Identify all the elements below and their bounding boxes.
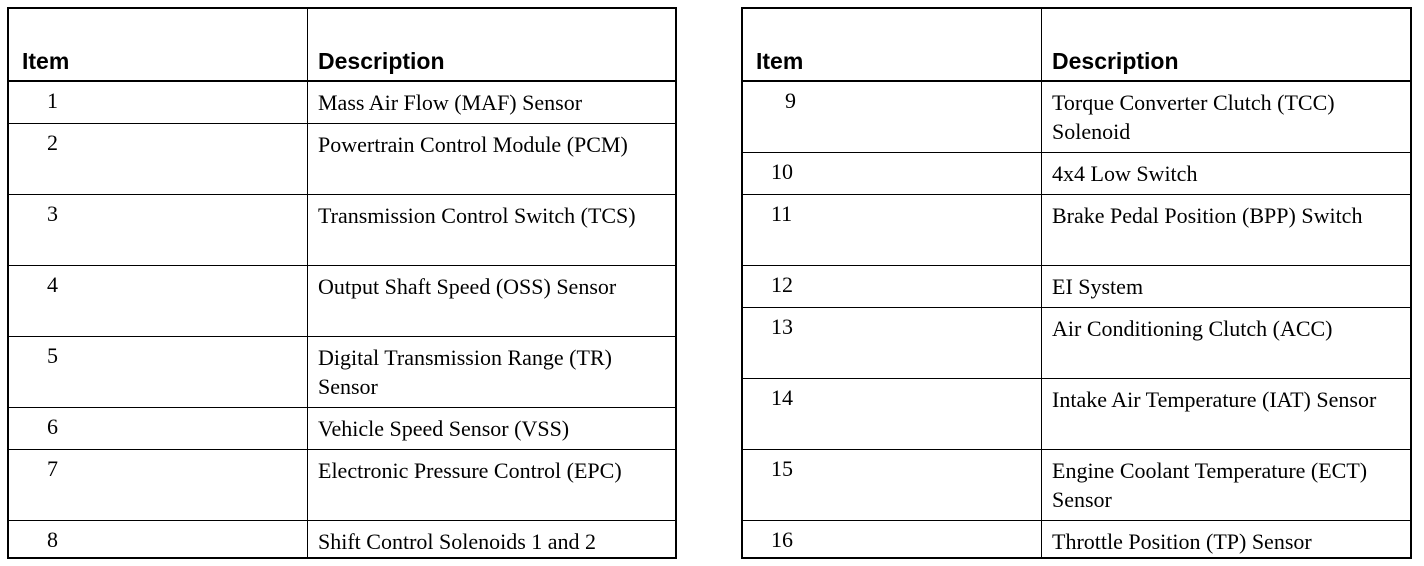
table-row xyxy=(9,521,675,557)
item-number: 12 xyxy=(771,272,793,297)
table-row xyxy=(9,337,675,408)
table-row xyxy=(743,153,1410,195)
item-description: Vehicle Speed Sensor (VSS) xyxy=(307,408,675,449)
table-row xyxy=(9,408,675,450)
table-row xyxy=(743,82,1410,153)
item-description: Powertrain Control Module (PCM) xyxy=(307,124,675,194)
item-number: 13 xyxy=(771,314,793,339)
table-row xyxy=(743,450,1410,521)
item-description: Mass Air Flow (MAF) Sensor xyxy=(307,82,675,123)
item-number: 1 xyxy=(47,88,58,113)
table-row xyxy=(9,450,675,521)
table-row xyxy=(743,521,1410,557)
right-parts-table xyxy=(741,7,1412,559)
item-description: Output Shaft Speed (OSS) Sensor xyxy=(307,266,675,336)
item-number: 7 xyxy=(47,456,58,481)
table-header-row xyxy=(9,9,675,82)
item-number: 11 xyxy=(771,201,793,226)
item-number: 15 xyxy=(771,456,793,481)
item-number: 2 xyxy=(47,130,58,155)
table-row xyxy=(743,195,1410,266)
item-description: Intake Air Temperature (IAT) Sensor xyxy=(1041,379,1410,449)
item-description: Brake Pedal Position (BPP) Switch xyxy=(1041,195,1410,265)
table-row xyxy=(9,195,675,266)
item-number: 6 xyxy=(47,414,58,439)
item-description: EI System xyxy=(1041,266,1410,307)
item-description: Torque Converter Clutch (TCC) Solenoid xyxy=(1041,82,1410,152)
item-number: 8 xyxy=(47,527,58,552)
item-number: 10 xyxy=(771,159,793,184)
table-row xyxy=(743,266,1410,308)
table-row xyxy=(9,124,675,195)
item-description: 4x4 Low Switch xyxy=(1041,153,1410,194)
item-description: Shift Control Solenoids 1 and 2 xyxy=(307,521,675,557)
item-number: 3 xyxy=(47,201,58,226)
table-row xyxy=(9,82,675,124)
item-description: Digital Transmission Range (TR) Sensor xyxy=(307,337,675,407)
table-row xyxy=(743,308,1410,379)
header-description: Description xyxy=(1041,9,1410,80)
item-number: 4 xyxy=(47,272,58,297)
table-row xyxy=(743,379,1410,450)
table-header-row xyxy=(743,9,1410,82)
item-description: Engine Coolant Temperature (ECT) Sensor xyxy=(1041,450,1410,520)
table-row xyxy=(9,266,675,337)
item-number: 5 xyxy=(47,343,58,368)
item-number: 9 xyxy=(785,88,796,113)
header-description: Description xyxy=(307,9,675,80)
item-number: 16 xyxy=(771,527,793,552)
header-item: Item xyxy=(756,48,804,74)
item-description: Electronic Pressure Control (EPC) xyxy=(307,450,675,520)
header-item: Item xyxy=(22,48,70,74)
item-number: 14 xyxy=(771,385,793,410)
item-description: Air Conditioning Clutch (ACC) xyxy=(1041,308,1410,378)
item-description: Throttle Position (TP) Sensor xyxy=(1041,521,1410,557)
left-parts-table xyxy=(7,7,677,559)
item-description: Transmission Control Switch (TCS) xyxy=(307,195,675,265)
